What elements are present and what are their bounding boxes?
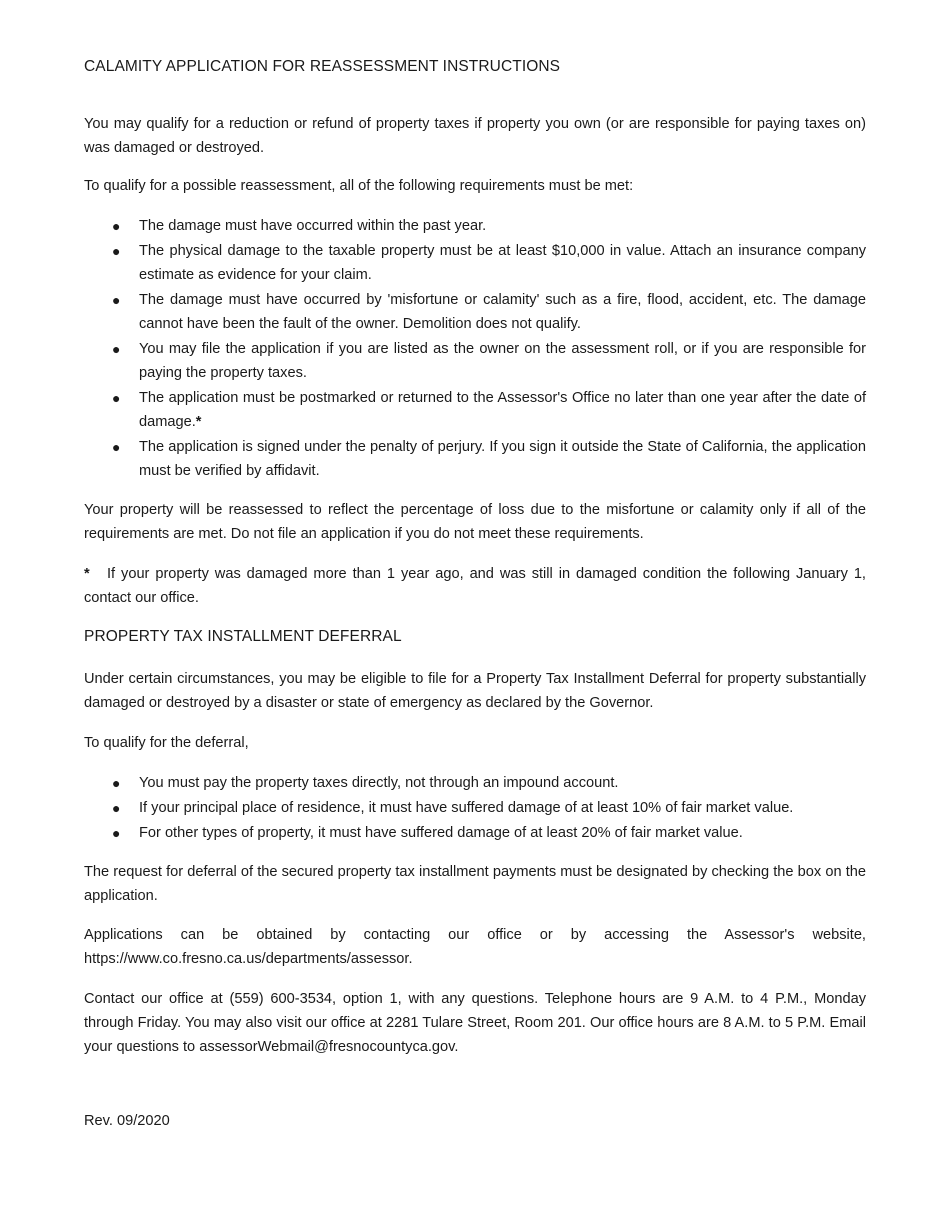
deferral-intro: Under certain circumstances, you may be eligible to file for a Property Tax Installment Deferral for property substantially damaged or destroyed by a disaster or state of emergency as declared by the Governor. [84,671,866,711]
revision-date: Rev. 09/2020 [84,1113,170,1129]
list-item: ● You must pay the property taxes directly, not through an impound account. [84,771,866,795]
bullet-icon: ● [112,390,121,406]
list-item: ● The physical damage to the taxable property must be at least $10,000 in value. Attach an insurance company estimate as evidence for your claim. [84,239,866,287]
bullet-icon: ● [112,439,121,455]
requirements-list [84,214,866,484]
deferral-heading: PROPERTY TAX INSTALLMENT DEFERRAL [84,628,402,645]
intro-paragraph: You may qualify for a reduction or refund of property taxes if property you own (or are responsible for paying taxes on) was damaged or destroyed. [84,116,866,156]
footnote-text: If your property was damaged more than 1 year ago, and was still in damaged condition the following January 1, contact our office. [84,566,866,606]
list-item: ● For other types of property, it must have suffered damage of at least 20% of fair market value. [84,821,866,845]
footnote-reference: * [195,414,202,430]
list-item: ● You may file the application if you are listed as the owner on the assessment roll, or if you are responsible for paying the property taxes. [84,337,866,385]
bullet-icon: ● [112,775,121,791]
bullet-icon: ● [112,825,121,841]
bullet-icon: ● [112,243,121,259]
bullet-icon: ● [112,800,121,816]
bullet-icon: ● [112,292,121,308]
requirements-lead: To qualify for a possible reassessment, all of the following requirements must be met: [84,178,634,194]
contact-paragraph: Contact our office at (559) 600-3534, option 1, with any questions. Telephone hours are 9 A.M. to 4 P.M., Monday through Friday. You may also visit our office at 2281 Tulare Street, Room 201. Our office hours are 8 A.M. to 5 P.M. Email your questions to assessorWebmail@fresnocountyca.gov. [84,991,866,1055]
deferral-list [84,771,866,846]
document-title: CALAMITY APPLICATION FOR REASSESSMENT INSTRUCTIONS [84,58,561,75]
list-item: ● The damage must have occurred by 'misfortune or calamity' such as a fire, flood, accident, etc. The damage cannot have been the fault of the owner. Demolition does not qualify. [84,288,866,336]
reassessment-note: Your property will be reassessed to reflect the percentage of loss due to the misfortune or calamity only if all of the requirements are met. Do not file an application if you do not meet these requirements. [84,502,866,542]
footnote-mark: * [84,566,90,582]
list-item: ● If your principal place of residence, it must have suffered damage of at least 10% of fair market value. [84,796,866,820]
deferral-lead: To qualify for the deferral, [84,735,249,751]
applications-paragraph: Applications can be obtained by contacting our office or by accessing the Assessor's website, https://www.co.fresno.ca.us/departments/assessor. [84,927,866,967]
list-item: ● The application is signed under the penalty of perjury. If you sign it outside the State of California, the application must be verified by affidavit. [84,435,866,483]
bullet-icon: ● [112,341,121,357]
list-item: ● The damage must have occurred within the past year. [84,214,866,238]
bullet-icon: ● [112,218,121,234]
deferral-request: The request for deferral of the secured property tax installment payments must be designated by checking the box on the application. [84,864,866,904]
footnote [84,562,866,610]
list-item: ● The application must be postmarked or returned to the Assessor's Office no later than one year after the date of damage.* [84,386,866,434]
